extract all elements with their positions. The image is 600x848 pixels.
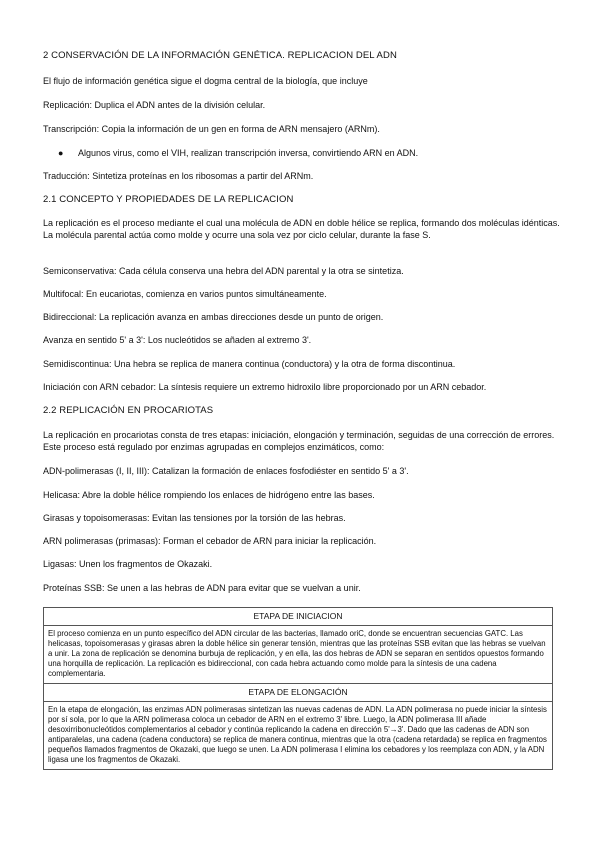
property-semiconservative: Semiconservativa: Cada célula conserva una hebra del ADN parental y la otra se sintetiza. [43, 266, 404, 276]
enzyme-ligases: Ligasas: Unen los fragmentos de Okazaki. [43, 559, 213, 569]
table-row [44, 608, 553, 626]
elongation-header: ETAPA DE ELONGACIÓN [44, 684, 553, 702]
enzyme-gyrases: Girasas y topoisomerasas: Evitan las tensiones por la torsión de las hebras. [43, 513, 346, 523]
property-direction: Avanza en sentido 5' a 3': Los nucleótidos se añaden al extremo 3'. [43, 335, 312, 345]
bullet-item [58, 147, 558, 159]
elongation-body: En la etapa de elongación, las enzimas ADN polimerasas sintetizan las nuevas cadenas de ADN. La ADN polimerasa no puede iniciar la síntesis por sí sola, por lo que la ARN polimerasa coloca un cebador de ARN en el extremo 3' libre. Luego, la ADN polimerasa III añade desoxirribonucleótidos complementarios al cebador y continúa replicando la cadena en dirección 5'→3'. Dado que las cadenas de ADN son antiparalelas, una cadena (cadena conductora) se replica de manera continua, mientras que la otra (cadena retardada) se replica en fragmentos pequeños llamados fragmentos de Okazaki, que luego se unen. La ADN polimerasa I elimina los cebadores y los reemplaza con ADN, y la ADN ligasa une los fragmentos de Okazaki. [44, 702, 553, 770]
section-title: 2 CONSERVACIÓN DE LA INFORMACIÓN GENÉTICA. REPLICACION DEL ADN [43, 50, 397, 61]
table-row [44, 626, 553, 684]
intro-text: El flujo de información genética sigue el dogma central de la biología, que incluye [43, 76, 368, 86]
enzyme-ssb: Proteínas SSB: Se unen a las hebras de ADN para evitar que se vuelvan a unir. [43, 583, 361, 593]
property-multifocal: Multifocal: En eucariotas, comienza en varios puntos simultáneamente. [43, 289, 327, 299]
table-row [44, 684, 553, 702]
stages-table [43, 607, 553, 770]
prokaryote-title: 2.2 REPLICACIÓN EN PROCARIOTAS [43, 405, 214, 416]
initiation-body: El proceso comienza en un punto específico del ADN circular de las bacterias, llamado oriC, donde se encuentran secuencias GATC. Las helicasas, topoisomerasas y girasas abren la doble hélice sin generar tensión, mientras que las proteínas SSB evitan que las hebras se vuelvan a unir. La zona de replicación se denomina burbuja de replicación, y en ella, las dos hebras de ADN se separan en sentidos opuestos formando una horquilla de replicación. La replicación es bidireccional, con cada hebra actuando como molde para la síntesis de una cadena complementaria. [44, 626, 553, 684]
transcription-line: Transcripción: Copia la información de un gen en forma de ARN mensajero (ARNm). [43, 124, 380, 134]
enzyme-primases: ARN polimerasas (primasas): Forman el cebador de ARN para iniciar la replicación. [43, 536, 377, 546]
bullet-icon: ● [58, 148, 64, 158]
table-row [44, 702, 553, 770]
prokaryote-paragraph: La replicación en procariotas consta de tres etapas: iniciación, elongación y terminación, seguidas de una corrección de errores. Este proceso está regulado por enzimas agrupadas en complejos enzimáticos, como: [43, 430, 555, 452]
enzyme-helicase: Helicasa: Abre la doble hélice rompiendo los enlaces de hidrógeno entre las bases. [43, 490, 375, 500]
property-bidirectional: Bidireccional: La replicación avanza en ambas direcciones desde un punto de origen. [43, 312, 384, 322]
property-semidiscontinuous: Semidiscontinua: Una hebra se replica de manera continua (conductora) y la otra de forma discontinua. [43, 359, 456, 369]
concept-title: 2.1 CONCEPTO Y PROPIEDADES DE LA REPLICACION [43, 194, 294, 205]
replication-line: Replicación: Duplica el ADN antes de la división celular. [43, 100, 266, 110]
bullet-text: Algunos virus, como el VIH, realizan transcripción inversa, convirtiendo ARN en ADN. [78, 148, 419, 158]
concept-paragraph: La replicación es el proceso mediante el cual una molécula de ADN en doble hélice se replica, formando dos moléculas idénticas. La molécula parental actúa como molde y ocurre una sola vez por ciclo celular, durante la fase S. [43, 218, 560, 240]
translation-line: Traducción: Sintetiza proteínas en los ribosomas a partir del ARNm. [43, 171, 314, 181]
enzyme-dna-polymerases: ADN-polimerasas (I, II, III): Catalizan la formación de enlaces fosfodiéster en sentido 5' a 3'. [43, 466, 409, 476]
initiation-header: ETAPA DE INICIACION [44, 608, 553, 626]
property-primer: Iniciación con ARN cebador: La síntesis requiere un extremo hidroxilo libre proporcionado por un ARN cebador. [43, 382, 487, 392]
